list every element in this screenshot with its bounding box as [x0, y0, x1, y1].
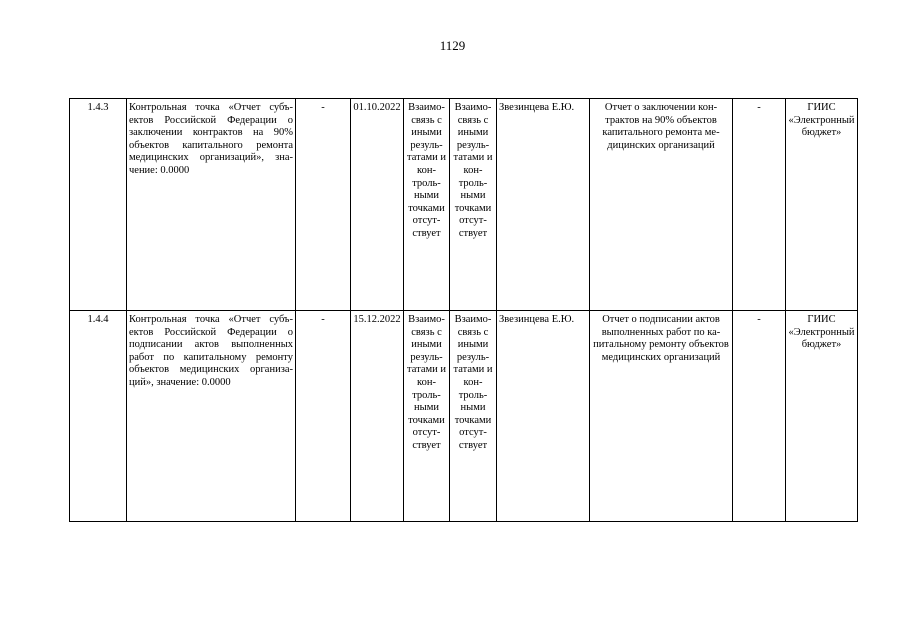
control-points-table: [69, 98, 858, 522]
page-number: 1129: [439, 38, 466, 53]
end-date: 15.12.2022: [351, 311, 404, 522]
responsible-person: Звезинцева Е.Ю.: [497, 99, 590, 311]
end-date: 01.10.2022: [351, 99, 404, 311]
table-row: [70, 311, 858, 522]
approval-level: -: [733, 311, 786, 522]
information-system: ГИИС «Электронный бюджет»: [786, 311, 858, 522]
table-row: [70, 99, 858, 311]
start-date: -: [296, 99, 351, 311]
row-number: 1.4.4: [70, 311, 127, 522]
responsible-person: Звезинцева Е.Ю.: [497, 311, 590, 522]
control-point-name: Контрольная точка «Отчет субъектов Российской Федерации о заключении контрактов на 90% объектов капитального ремонта медицинских организаций», значение: 0.0000: [127, 99, 296, 311]
predecessor-link: Взаимосвязь с иными результатами и контрольными точками отсутствует: [404, 311, 450, 522]
information-system: ГИИС «Электронный бюджет»: [786, 99, 858, 311]
result-description: Отчет о подписании актов выполненных работ по капитальному ремонту объектов медицинских организаций: [590, 311, 733, 522]
approval-level: -: [733, 99, 786, 311]
successor-link: Взаимосвязь с иными результатами и контрольными точками отсутствует: [450, 99, 497, 311]
control-point-name: Контрольная точка «Отчет субъектов Российской Федерации о подписании актов выполненных работ по капитальному ремонту объектов медицинских организаций», значение: 0.0000: [127, 311, 296, 522]
successor-link: Взаимосвязь с иными результатами и контрольными точками отсутствует: [450, 311, 497, 522]
predecessor-link: Взаимосвязь с иными результатами и контрольными точками отсутствует: [404, 99, 450, 311]
result-description: Отчет о заключении контрактов на 90% объектов капитального ремонта медицинских организаций: [590, 99, 733, 311]
start-date: -: [296, 311, 351, 522]
row-number: 1.4.3: [70, 99, 127, 311]
